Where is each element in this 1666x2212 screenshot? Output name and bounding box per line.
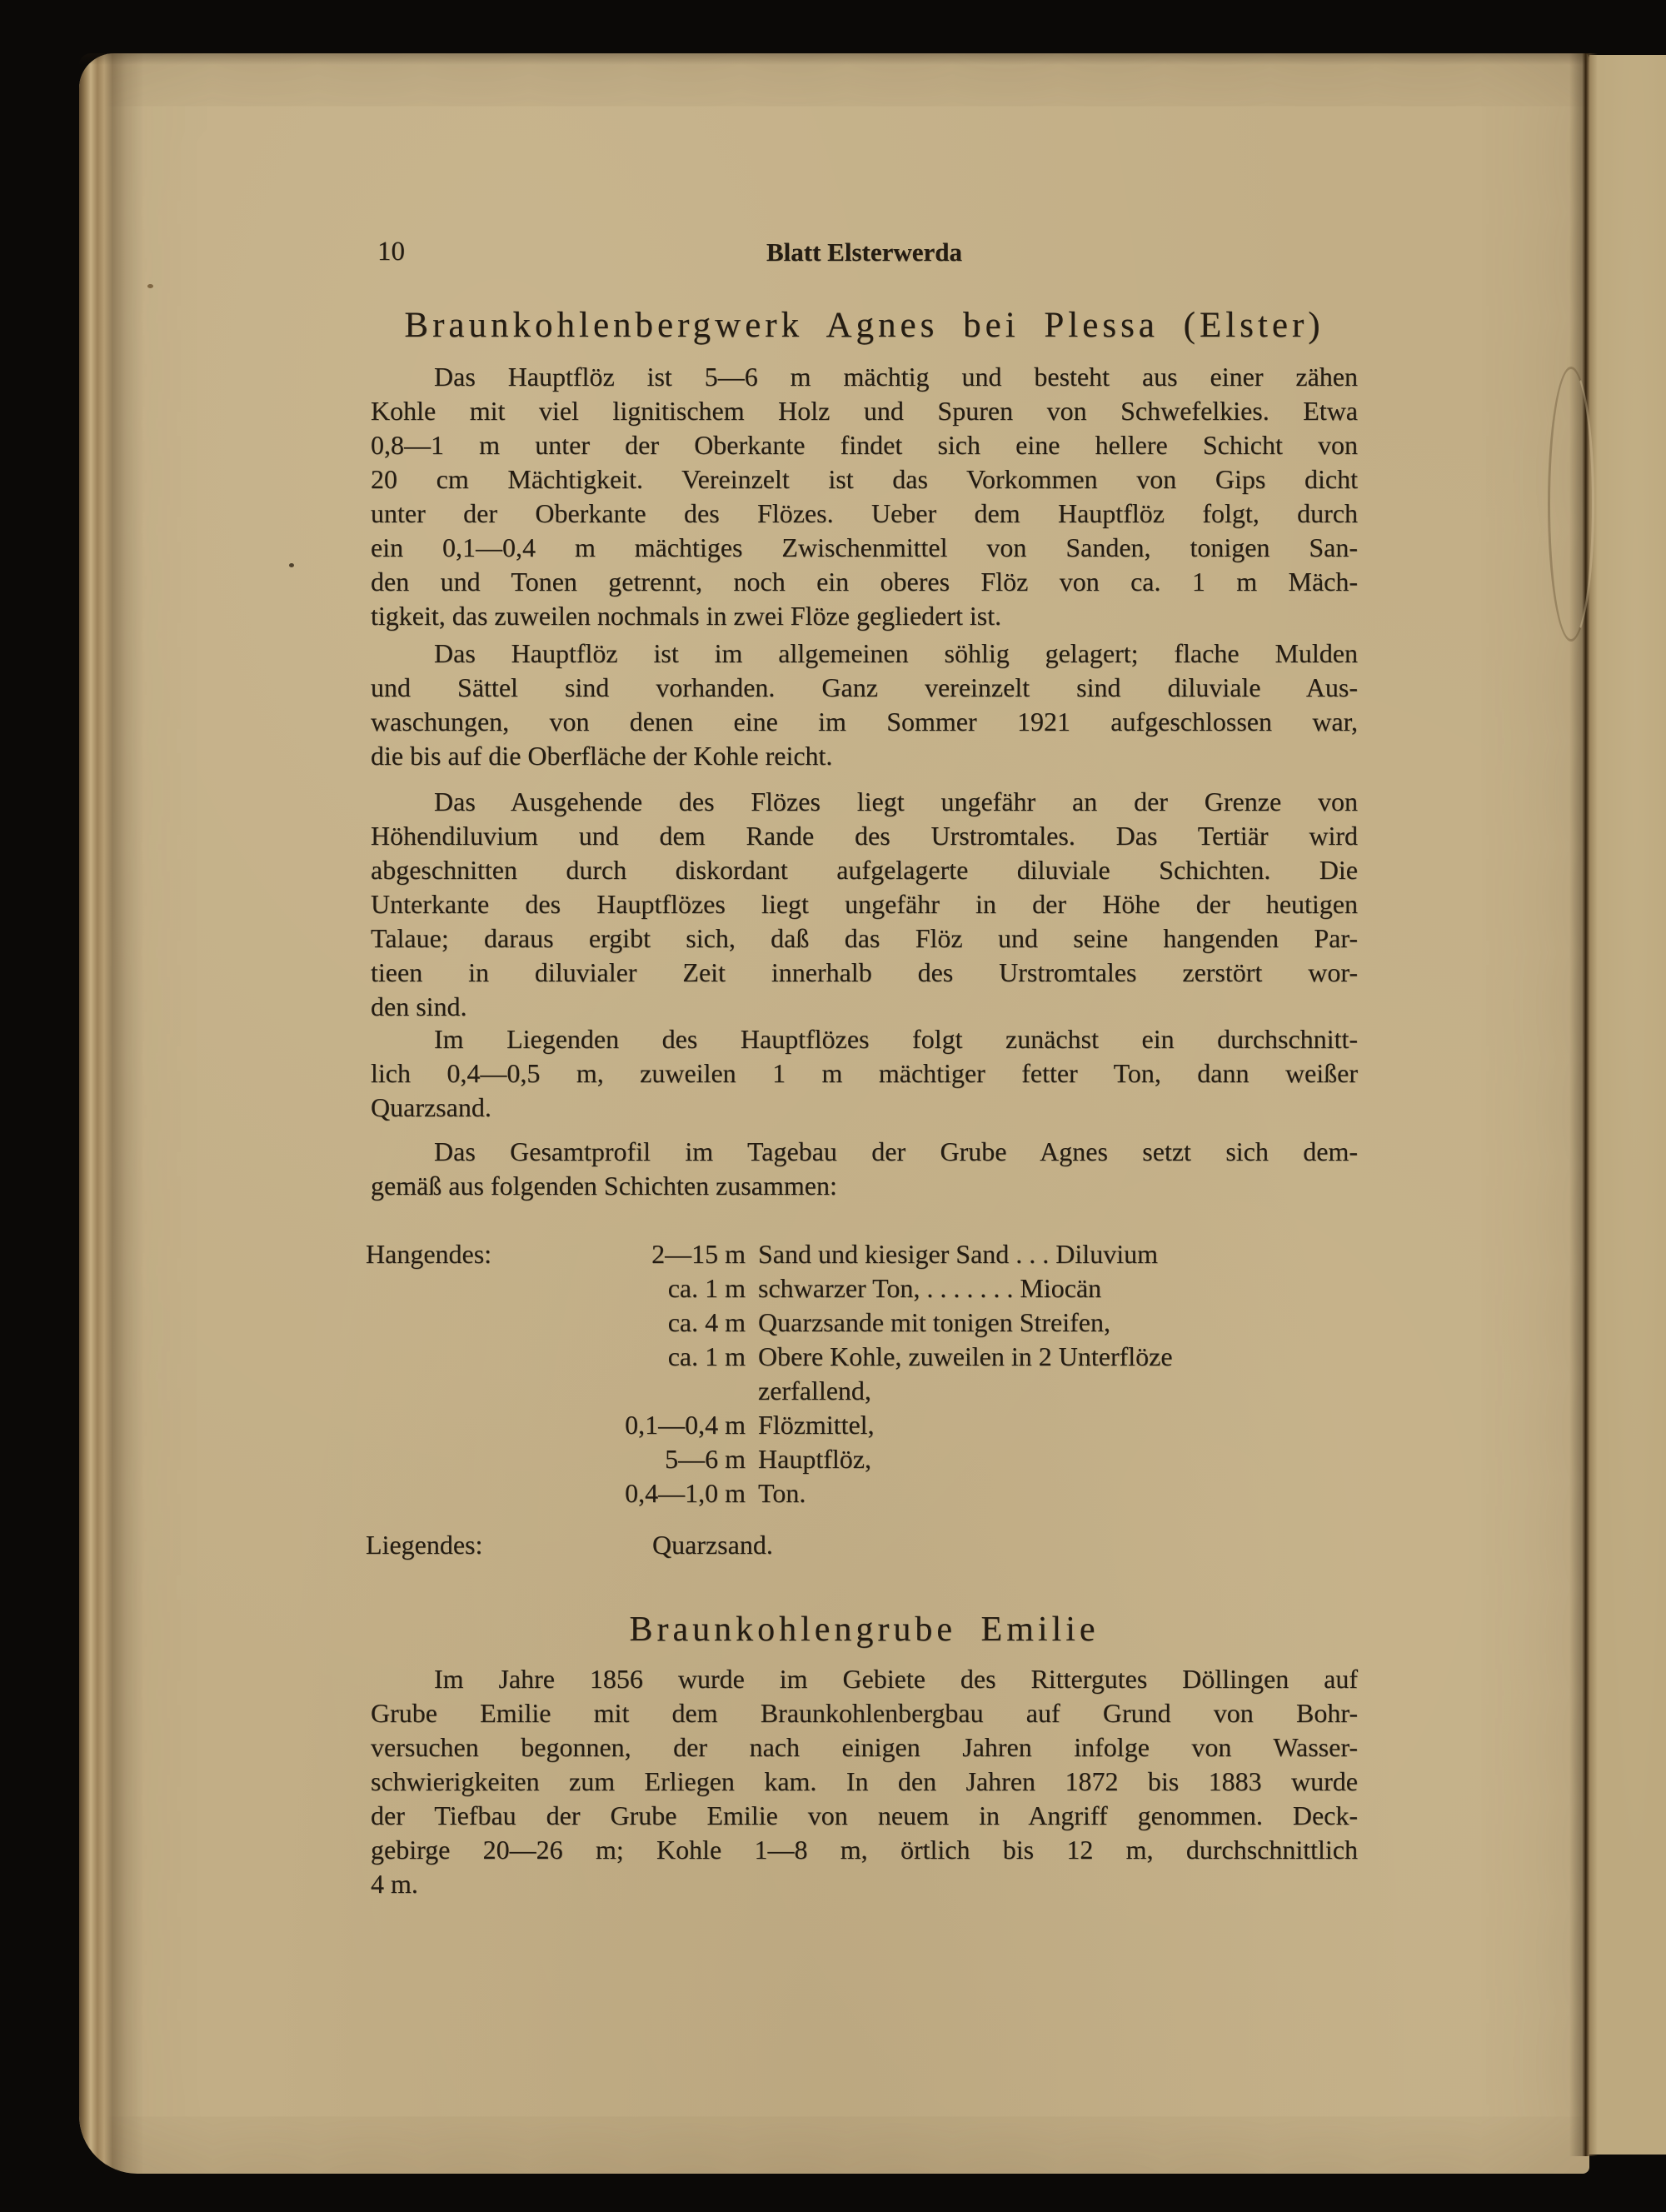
layer-thickness: ca. 1 m (667, 1341, 746, 1371)
profile-row (371, 1442, 1358, 1476)
paper-speck (289, 563, 294, 567)
liegendes-value: Quarzsand. (652, 1530, 773, 1560)
paragraph (371, 637, 1358, 773)
profile-row (371, 1271, 1358, 1306)
text-column (366, 53, 1358, 2174)
hangendes-label: Hangendes: (366, 1239, 492, 1269)
text-line: 4 m. (371, 1869, 418, 1899)
text-line: Grube Emilie mit dem Braunkohlenbergbau auf Grund von Bohr- (371, 1698, 1358, 1728)
text-line: der Tiefbau der Grube Emilie von neuem in Angriff genommen. Deck- (371, 1800, 1358, 1830)
layer-thickness: ca. 1 m (667, 1273, 746, 1303)
layer-description: schwarzer Ton, . . . . . . . Miocän (758, 1273, 1102, 1303)
layer-description: zerfallend, (758, 1376, 871, 1406)
text-line: Höhendiluvium und dem Rande des Urstromtales. Das Tertiär wird (371, 821, 1358, 851)
layer-description: Sand und kiesiger Sand . . . Diluvium (758, 1239, 1158, 1269)
paragraph (371, 1022, 1358, 1125)
section-heading-emilie: Braunkohlengrube Emilie (629, 1610, 1100, 1649)
text-line: gebirge 20—26 m; Kohle 1—8 m, örtlich bis 12 m, durchschnittlich (371, 1835, 1358, 1865)
text-line: Im Liegenden des Hauptflözes folgt zunächst ein durchschnitt- (434, 1024, 1358, 1054)
text-line: Das Hauptflöz ist 5—6 m mächtig und besteht aus einer zähen (434, 362, 1358, 392)
text-line: waschungen, von denen eine im Sommer 1921 aufgeschlossen war, (371, 707, 1358, 737)
layer-thickness: 5—6 m (665, 1444, 746, 1474)
text-line: Das Gesamtprofil im Tagebau der Grube Agnes setzt sich dem- (434, 1136, 1358, 1166)
layer-thickness: 0,4—1,0 m (625, 1478, 746, 1508)
text-line: Das Hauptflöz ist im allgemeinen söhlig gelagert; flache Mulden (434, 638, 1358, 668)
text-line: Talaue; daraus ergibt sich, daß das Flöz und seine hangenden Par- (371, 923, 1358, 953)
paragraph (371, 360, 1358, 633)
text-line: Im Jahre 1856 wurde im Gebiete des Rittergutes Döllingen auf (434, 1664, 1358, 1694)
profile-row (371, 1306, 1358, 1340)
text-line: die bis auf die Oberfläche der Kohle reicht. (371, 741, 833, 771)
layer-thickness: 0,1—0,4 m (625, 1410, 746, 1440)
layer-description: Quarzsande mit tonigen Streifen, (758, 1307, 1110, 1337)
layer-description: Obere Kohle, zuweilen in 2 Unterflöze (758, 1341, 1173, 1371)
text-line: unter der Oberkante des Flözes. Ueber dem Hauptflöz folgt, durch (371, 498, 1358, 528)
liegendes-label: Liegendes: (366, 1530, 483, 1560)
text-line: gemäß aus folgenden Schichten zusammen: (371, 1171, 837, 1201)
paragraph (371, 785, 1358, 1024)
text-line: und Sättel sind vorhanden. Ganz vereinzelt sind diluviale Aus- (371, 672, 1358, 702)
text-line: schwierigkeiten zum Erliegen kam. In den Jahren 1872 bis 1883 wurde (371, 1766, 1358, 1796)
text-line: den sind. (371, 991, 467, 1021)
page-header (371, 235, 1358, 269)
text-line: Kohle mit viel lignitischem Holz und Spuren von Schwefelkies. Etwa (371, 396, 1358, 426)
paragraph (371, 1662, 1358, 1901)
page-number: 10 (377, 237, 405, 267)
text-line: 0,8—1 m unter der Oberkante findet sich eine hellere Schicht von (371, 430, 1358, 460)
text-line: tigkeit, das zuweilen nochmals in zwei Flöze gegliedert ist. (371, 601, 1002, 631)
text-line: tieen in diluvialer Zeit innerhalb des Urstromtales zerstört wor- (371, 957, 1358, 987)
paper-speck (147, 284, 153, 288)
paragraph (371, 1135, 1358, 1203)
profile-row (371, 1408, 1358, 1442)
liegendes-row (366, 1528, 1358, 1562)
layer-description: Hauptflöz, (758, 1444, 871, 1474)
profile-row (366, 1237, 1358, 1271)
profile-row (371, 1374, 1358, 1408)
text-line: lich 0,4—0,5 m, zuweilen 1 m mächtiger fetter Ton, dann weißer (371, 1058, 1358, 1088)
text-line: ein 0,1—0,4 m mächtiges Zwischenmittel von Sanden, tonigen San- (371, 532, 1358, 562)
running-title: Blatt Elsterwerda (766, 237, 963, 267)
layer-thickness: ca. 4 m (667, 1307, 746, 1337)
layer-thickness: 2—15 m (651, 1239, 746, 1269)
book-page (79, 53, 1589, 2174)
profile-row (371, 1476, 1358, 1510)
layer-description: Ton. (758, 1478, 806, 1508)
layer-description: Flözmittel, (758, 1410, 875, 1440)
text-line: Quarzsand. (371, 1092, 491, 1122)
text-line: den und Tonen getrennt, noch ein oberes Flöz von ca. 1 m Mäch- (371, 567, 1358, 597)
adjacent-page-edge (1589, 55, 1666, 2155)
text-line: 20 cm Mächtigkeit. Vereinzelt ist das Vorkommen von Gips dicht (371, 464, 1358, 494)
strata-profile-list (366, 1237, 1358, 1510)
section-heading-agnes: Braunkohlenbergwerk Agnes bei Plessa (Elster) (404, 306, 1324, 345)
text-line: Unterkante des Hauptflözes liegt ungefähr in der Höhe der heutigen (371, 889, 1358, 919)
profile-row (371, 1340, 1358, 1374)
text-line: versuchen begonnen, der nach einigen Jahren infolge von Wasser- (371, 1732, 1358, 1762)
text-line: Das Ausgehende des Flözes liegt ungefähr an der Grenze von (434, 786, 1358, 816)
paper-buckle (1548, 367, 1594, 642)
text-line: abgeschnitten durch diskordant aufgelagerte diluviale Schichten. Die (371, 855, 1358, 885)
